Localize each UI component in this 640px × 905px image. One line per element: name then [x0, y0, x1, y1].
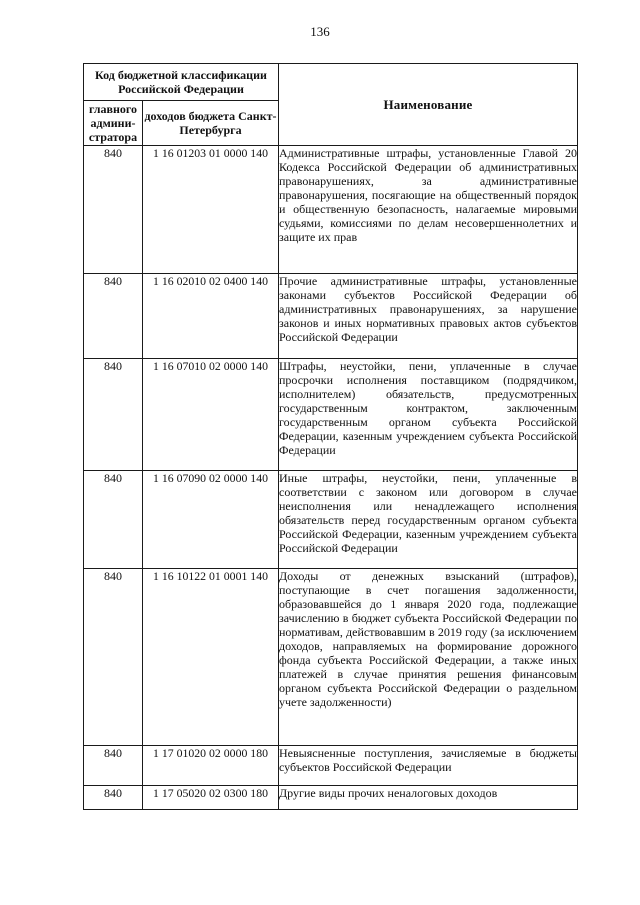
- cell-name: Штрафы, неустойки, пени, уплаченные в случае просрочки исполнения поставщиком (подрядчиком, исполнителем) обязательств, предусмотренных государственным контрактом, заключенным государственным органом субъекта Российской Федерации, казенным учреждением субъекта Российской Федерации: [279, 359, 578, 471]
- header-income: доходов бюджета Санкт-Петербурга: [143, 101, 279, 146]
- cell-admin-code: 840: [84, 746, 143, 786]
- budget-classification-table: [83, 63, 578, 810]
- table-row: [84, 471, 578, 569]
- table-row: [84, 746, 578, 786]
- cell-income-code: 1 17 01020 02 0000 180: [143, 746, 279, 786]
- cell-name: Административные штрафы, установленные Главой 20 Кодекса Российской Федерации об административных правонарушениях, за административные правонарушения, посягающие на общественный порядок и общественную безопасность, налагаемые мировыми судьями, комиссиями по делам несовершеннолетних и защите их прав: [279, 146, 578, 274]
- cell-admin-code: 840: [84, 569, 143, 746]
- cell-name: Прочие административные штрафы, установленные законами субъектов Российской Федерации об административных правонарушениях, за нарушение законов и иных нормативных правовых актов субъектов Российской Федерации: [279, 274, 578, 359]
- cell-income-code: 1 17 05020 02 0300 180: [143, 786, 279, 810]
- header-admin: главного админи-стратора: [84, 101, 143, 146]
- cell-name: Невыясненные поступления, зачисляемые в бюджеты субъектов Российской Федерации: [279, 746, 578, 786]
- cell-name: Иные штрафы, неустойки, пени, уплаченные в соответствии с законом или договором в случае неисполнения или ненадлежащего исполнения обязательств перед государственным органом субъекта Российской Федерации, казенным учреждением субъекта Российской Федерации: [279, 471, 578, 569]
- table-header: [84, 64, 578, 146]
- table-row: [84, 274, 578, 359]
- cell-admin-code: 840: [84, 359, 143, 471]
- table-row: [84, 786, 578, 810]
- cell-income-code: 1 16 07090 02 0000 140: [143, 471, 279, 569]
- cell-income-code: 1 16 02010 02 0400 140: [143, 274, 279, 359]
- cell-admin-code: 840: [84, 786, 143, 810]
- page-number: 136: [310, 24, 330, 39]
- cell-name: Другие виды прочих неналоговых доходов: [279, 786, 578, 810]
- table-row: [84, 146, 578, 274]
- cell-admin-code: 840: [84, 274, 143, 359]
- cell-income-code: 1 16 07010 02 0000 140: [143, 359, 279, 471]
- header-classification-code: Код бюджетной классификации Российской Федерации: [84, 64, 279, 101]
- cell-admin-code: 840: [84, 146, 143, 274]
- table-row: [84, 569, 578, 746]
- table-row: [84, 359, 578, 471]
- cell-admin-code: 840: [84, 471, 143, 569]
- cell-income-code: 1 16 10122 01 0001 140: [143, 569, 279, 746]
- header-name: Наименование: [279, 64, 578, 146]
- cell-income-code: 1 16 01203 01 0000 140: [143, 146, 279, 274]
- cell-name: Доходы от денежных взысканий (штрафов), поступающие в счет погашения задолженности, образовавшейся до 1 января 2020 года, подлежащие зачислению в бюджет субъекта Российской Федерации по нормативам, действовавшим в 2019 году (за исключением доходов, направляемых на формирование дорожного фонда субъекта Российской Федерации, а также иных платежей в случае принятия решения финансовым органом субъекта Российской Федерации о раздельном учете задолженности): [279, 569, 578, 746]
